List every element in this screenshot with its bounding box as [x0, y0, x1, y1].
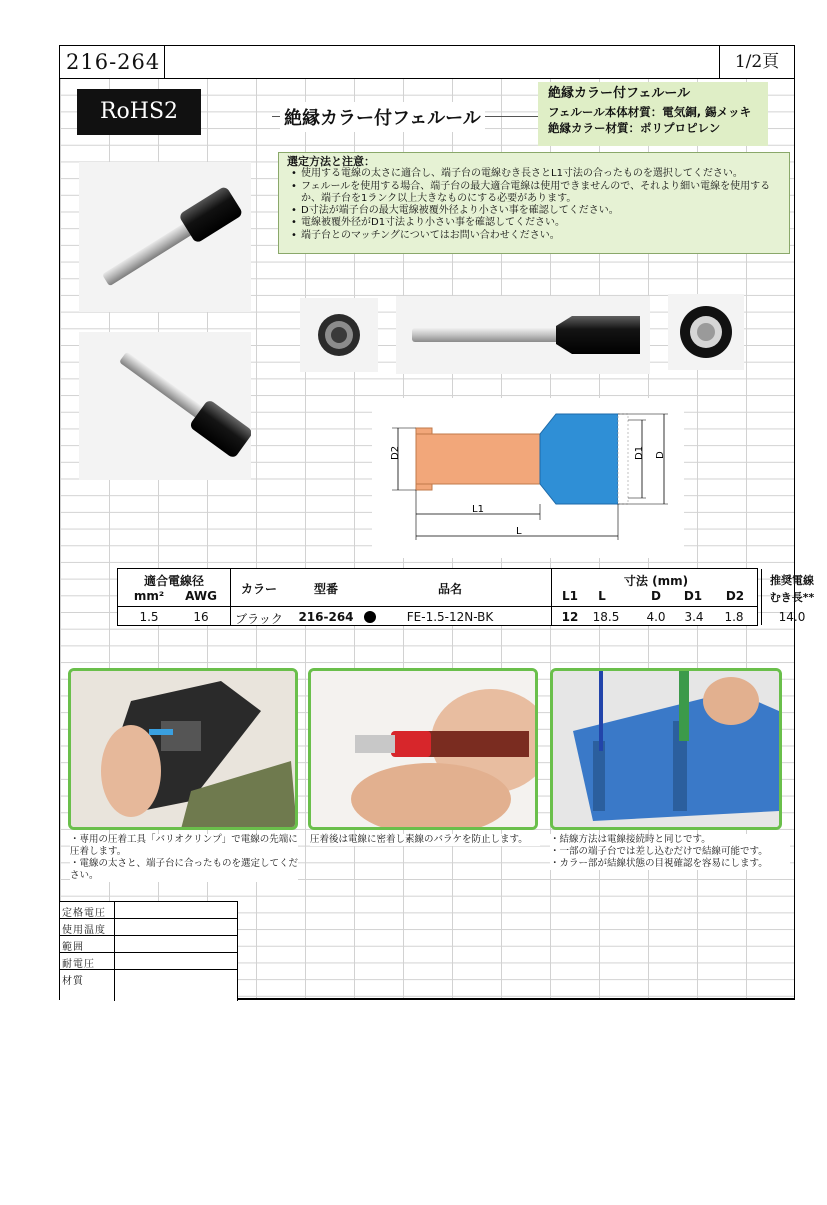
cell-d2: 1.8 — [724, 610, 744, 624]
note-item: • 端子台とのマッチングについてはお問い合わせください。 — [301, 230, 781, 242]
cell-strip: 14.0 — [778, 610, 806, 624]
d-label: D — [655, 451, 666, 459]
material-body: フェルール本体材質：電気銅, 錫メッキ — [548, 105, 752, 119]
header-dims: 寸法 (mm) — [623, 574, 689, 588]
rating-row — [60, 935, 238, 952]
header-name: 品名 — [437, 582, 462, 596]
ferrule-photo-front — [396, 296, 650, 374]
caption-crimped-wire — [310, 834, 540, 846]
ferrule-photo-angled — [79, 162, 251, 312]
d2-label: D2 — [390, 445, 401, 460]
ferrule-end-image — [300, 298, 378, 372]
caption-line: ・専用の圧着工具「バリオクリンプ」で電線の先端に圧着します。 — [70, 834, 298, 857]
cell-name: FE-1.5-12N-BK — [406, 610, 494, 624]
notes-heading: 選定方法と注意： — [287, 155, 375, 168]
notes-list — [287, 168, 781, 242]
caption-line: 圧着後は電線に密着し素線のバラケを防止します。 — [310, 834, 528, 845]
crimp-tool-panel — [68, 668, 298, 830]
material-title: 絶縁カラー付フェルール — [548, 86, 691, 101]
header-d2: D2 — [725, 589, 745, 603]
header-model: 型番 — [313, 582, 338, 596]
rohs-badge: RoHS2 — [77, 89, 201, 135]
caption-line: ・結線方法は電線接続時と同じです。 — [550, 834, 711, 845]
crimped-wire-image — [311, 671, 537, 829]
ferrule-image — [79, 332, 251, 480]
note-item: • フェルールを使用する場合、端子台の最大適合電線は使用できませんので、それより細い電線を使用するか、端子台を1ランク以上大きなものにする必要があります。 — [301, 181, 781, 206]
header-strip-2: むき長** — [769, 591, 815, 604]
cell-d: 4.0 — [646, 610, 666, 624]
cell-color: ブラック — [235, 612, 283, 626]
header-mm2: mm² — [133, 589, 165, 603]
color-dot-icon — [364, 611, 376, 623]
cell-awg: 16 — [193, 610, 209, 624]
caption-crimp-tool — [70, 834, 298, 882]
header-l: L — [598, 589, 606, 603]
header-l1: L1 — [562, 589, 578, 603]
cell-model: 216-264 — [298, 610, 354, 624]
rating-label: 使用温度 — [62, 925, 106, 936]
rating-row — [60, 969, 238, 986]
ferrule-photo-side — [79, 332, 251, 480]
crimp-tool-image — [71, 671, 297, 829]
rating-row — [60, 952, 238, 969]
dimension-diagram — [372, 398, 684, 558]
dimension-drawing — [372, 398, 684, 558]
title-bar — [60, 46, 794, 79]
terminal-block-image — [553, 671, 781, 829]
rating-label: 耐電圧 — [62, 959, 95, 970]
rating-row — [60, 918, 238, 935]
header-d1: D1 — [683, 589, 703, 603]
caption-line: ・電線の太さと、端子台に合ったものを選定してください。 — [70, 858, 299, 881]
ratings-table — [60, 901, 238, 1001]
note-item: • 使用する電線の太さに適合し、端子台の電線むき長さとL1寸法の合ったものを選択してください。 — [301, 168, 781, 180]
header-strip-1: 推奨電線 — [770, 574, 814, 587]
crimped-wire-panel — [308, 668, 538, 830]
caption-terminal-block — [550, 834, 790, 870]
cell-l1: 12 — [561, 610, 579, 624]
l-label: L — [516, 526, 522, 537]
header-awg: AWG — [185, 589, 217, 603]
caption-line: ・カラー部が結線状態の目視確認を容易にします。 — [550, 858, 768, 869]
note-item: • D寸法が端子台の最大電線被覆外径より小さい事を確認してください。 — [301, 205, 781, 217]
material-collar: 絶縁カラー材質：ポリプロピレン — [548, 121, 721, 135]
selection-notes — [278, 152, 790, 254]
spec-table — [117, 568, 815, 626]
header-d: D — [651, 589, 661, 603]
ferrule-end-view-right — [668, 294, 744, 370]
caption-line: ・一部の端子台では差し込むだけで結線可能です。 — [550, 846, 768, 857]
product-code: 216-264 — [66, 50, 161, 74]
ferrule-end-image — [668, 294, 744, 370]
page-number: 1/2頁 — [719, 46, 794, 78]
note-item: • 電線被覆外径がD1寸法より小さい事を確認してください。 — [301, 217, 781, 229]
terminal-block-panel — [550, 668, 782, 830]
cell-mm2: 1.5 — [139, 610, 159, 624]
ferrule-image — [396, 296, 650, 374]
d1-label: D1 — [634, 445, 645, 460]
rating-label: 材質 — [62, 976, 84, 987]
l1-label: L1 — [472, 504, 484, 515]
rating-row — [60, 901, 238, 918]
cell-d1: 3.4 — [684, 610, 704, 624]
header-wire: 適合電線径 — [143, 574, 204, 588]
material-box — [538, 82, 768, 146]
cell-l: 18.5 — [592, 610, 620, 624]
page-title: 絶縁カラー付フェルール — [280, 102, 485, 132]
ferrule-end-view-left — [300, 298, 378, 372]
code-box — [60, 46, 165, 78]
rating-label: 定格電圧 — [62, 908, 106, 919]
datasheet — [59, 45, 815, 1000]
ferrule-image — [79, 162, 251, 312]
rating-label: 範囲 — [62, 942, 84, 953]
header-color: カラー — [240, 582, 277, 596]
